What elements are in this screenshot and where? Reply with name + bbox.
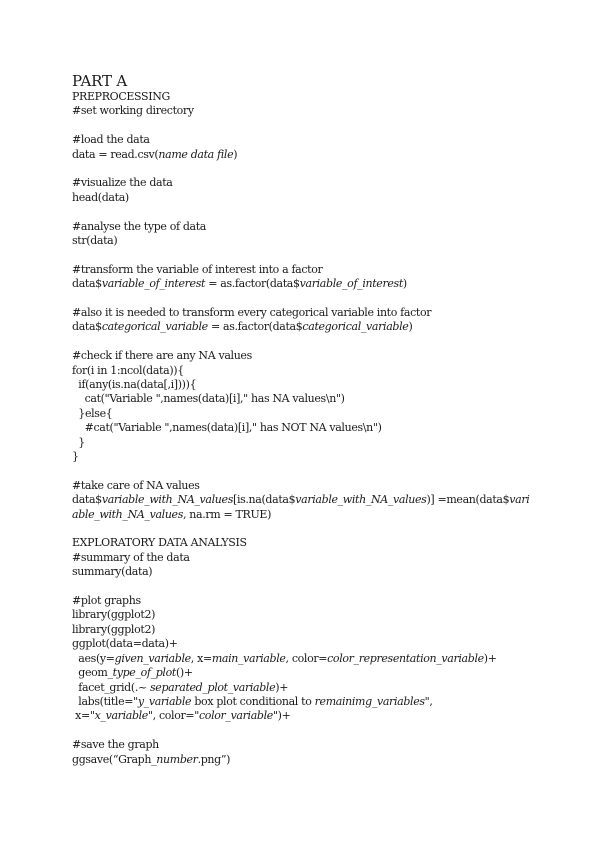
code-text: )] =mean(data$ (426, 493, 510, 507)
code-placeholder: given_variable (114, 651, 191, 665)
code-placeholder: variable_with_NA_values (295, 493, 427, 507)
code-placeholder: separated_plot_variable (149, 680, 276, 694)
code-text: , na.rm = TRUE) (183, 507, 272, 521)
code-text: )+ (483, 651, 497, 665)
blank-line (72, 119, 542, 133)
code-text: ggsave(“Graph_ (72, 752, 157, 766)
code-placeholder: type_of_plot (112, 666, 176, 680)
code-line-facet (72, 681, 542, 695)
code-placeholder: variable_of_interest (101, 277, 206, 291)
code-comment: #visualize the data (72, 176, 173, 190)
section-heading-preprocessing: PREPROCESSING (72, 90, 170, 103)
code-line-transform (72, 277, 542, 291)
code-text: x=" (72, 709, 95, 723)
code-text: ) (402, 277, 407, 291)
code-comment: #load the data (72, 133, 150, 147)
code-placeholder: name data file (158, 147, 234, 161)
code-comment: #also it is needed to transform every categorical variable into factor (72, 306, 432, 320)
blank-line (72, 580, 542, 594)
code-comment: #take care of NA values (72, 478, 200, 492)
code-text: aes(y= (72, 651, 115, 665)
section-heading-eda: EXPLORATORY DATA ANALYSIS (72, 536, 247, 550)
code-line: if(any(is.na(data[,i]))){ (72, 378, 197, 392)
code-line-load (72, 148, 542, 162)
code-line: head(data) (72, 190, 129, 204)
code-placeholder: remainimg_variables (314, 694, 425, 708)
page-title: PART A (72, 72, 127, 90)
code-placeholder: vari (509, 493, 530, 507)
blank-line (72, 464, 542, 478)
blank-line (72, 335, 542, 349)
code-placeholder: categorical_variable (302, 320, 409, 334)
document-content (72, 72, 542, 767)
code-line: } (72, 435, 85, 449)
blank-line (72, 162, 542, 176)
code-text: )+ (275, 680, 289, 694)
code-placeholder: color_representation_variable (327, 651, 484, 665)
code-comment: #save the graph (72, 738, 159, 752)
code-placeholder: categorical_variable (101, 320, 208, 334)
code-text: ) (233, 147, 238, 161)
code-line-geom (72, 666, 542, 680)
code-placeholder: main_variable (211, 651, 286, 665)
code-line-labs-x (72, 709, 542, 723)
code-line: ggplot(data=data)+ (72, 637, 178, 651)
code-text: data = read.csv( (72, 147, 159, 161)
code-comment: #analyse the type of data (72, 219, 207, 233)
code-placeholder: y_variable (137, 694, 192, 708)
blank-line (72, 205, 542, 219)
code-line-categorical (72, 320, 542, 334)
code-line-save (72, 753, 542, 767)
blank-line (72, 248, 542, 262)
code-line: library(ggplot2) (72, 622, 156, 636)
code-line: library(ggplot2) (72, 608, 156, 622)
code-text: ) (408, 320, 413, 334)
code-text: .png”) (197, 752, 231, 766)
code-text: data$ (72, 320, 102, 334)
code-placeholder: able_with_NA_values (72, 507, 184, 521)
code-line: summary(data) (72, 565, 153, 579)
blank-line (72, 724, 542, 738)
code-comment: #summary of the data (72, 550, 190, 564)
code-text: labs(title=" (72, 694, 138, 708)
code-line-na-part1 (72, 493, 542, 507)
code-line: for(i in 1:ncol(data)){ (72, 363, 184, 377)
code-text: ")+ (272, 709, 291, 723)
code-line: str(data) (72, 234, 118, 248)
code-line: cat("Variable ",names(data)[i]," has NA values\n") (72, 392, 345, 406)
code-text: ", (424, 694, 433, 708)
code-comment: #check if there are any NA values (72, 349, 252, 363)
code-line-aes (72, 652, 542, 666)
code-placeholder: color_variable (198, 709, 273, 723)
code-text: [is.na(data$ (233, 493, 296, 507)
code-text: facet_grid(.~ (72, 680, 150, 694)
blank-line (72, 292, 542, 306)
code-placeholder: variable_of_interest (299, 277, 403, 291)
code-line: }else{ (72, 406, 113, 420)
blank-line (72, 522, 542, 536)
code-text: box plot conditional to (191, 694, 315, 708)
code-placeholder: number (156, 752, 198, 766)
code-comment: #transform the variable of interest into a factor (72, 262, 323, 276)
code-text: ", color=" (147, 709, 199, 723)
code-line-na-part2 (72, 508, 542, 522)
code-text: geom_ (72, 666, 113, 680)
code-line: #cat("Variable ",names(data)[i]," has NOT NA values\n") (72, 421, 382, 435)
code-line-labs (72, 695, 542, 709)
code-placeholder: x_variable (94, 709, 148, 723)
code-text: = as.factor(data$ (207, 320, 303, 334)
code-text: data$ (72, 277, 102, 291)
code-line: } (72, 450, 79, 464)
code-text: data$ (72, 493, 102, 507)
code-line: #set working directory (72, 104, 194, 118)
code-comment: #plot graphs (72, 594, 141, 608)
code-text: , color= (285, 651, 328, 665)
code-text: , x= (190, 651, 212, 665)
code-placeholder: variable_with_NA_values (101, 493, 233, 507)
code-text: ()+ (175, 666, 193, 680)
code-text: = as.factor(data$ (205, 277, 300, 291)
